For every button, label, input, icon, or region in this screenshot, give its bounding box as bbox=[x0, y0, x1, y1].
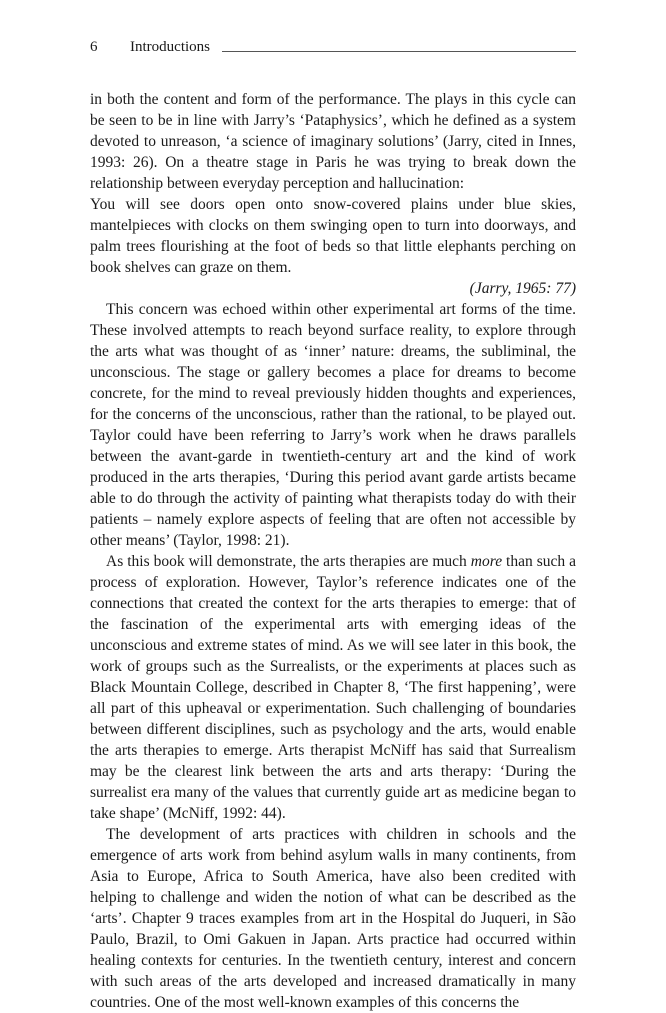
page-number: 6 bbox=[90, 39, 98, 55]
block-quote: You will see doors open onto snow-covered plains under blue skies, mantelpieces with clocks on them swinging open to turn into doorways, and palm trees flourishing at the foot of beds so that little elephants perching on book shelves can graze on them. bbox=[90, 196, 576, 276]
paragraph-4: The development of arts practices with children in schools and the emergence of arts work from behind asylum walls in many continents, from Asia to Europe, Africa to South America, have also been credited with helping to challenge and widen the notion of what can be described as the ‘arts’. Chapter 9 traces examples from art in the Hospital do Juqueri, in São Paulo, Brazil, to Omi Gakuen in Japan. Arts practice had occurred within healing contexts for centuries. In the twentieth century, interest and concern with such areas of the arts developed and increased dramatically in many countries. One of the most well-known examples of this concerns the bbox=[90, 826, 576, 1011]
paragraph-3 bbox=[90, 551, 576, 824]
paragraph-1: in both the content and form of the performance. The plays in this cycle can be seen to be in line with Jarry’s ‘Pataphysics’, which he defined as a system devoted to unreason, ‘a science of imaginary solutions’ (Jarry, cited in Innes, 1993: 26). On a theatre stage in Paris he was trying to break down the relationship between everyday perception and hallucination: bbox=[90, 91, 576, 192]
paragraph-3-rest: than such a process of exploration. However, Taylor’s reference indicates one of the connections that created the context for the arts therapies to emerge: that of the fascination of the experimental arts with emerging ideas of the unconscious and extreme states of mind. As we will see later in this book, the work of groups such as the Surrealists, or the experiments at places such as Black Mountain College, described in Chapter 8, ‘The first happening’, were all part of this upheaval or experimentation. Such challenging of boundaries between different disciplines, such as psychology and the arts, would enable the arts therapies to emerge. Arts therapist McNiff has said that Surrealism may be the clearest link between the arts and arts therapy: ‘During the surrealist era many of the values that currently guide art as medicine began to take shape’ (McNiff, 1992: 44). bbox=[90, 553, 576, 822]
header-rule bbox=[222, 51, 576, 52]
running-head bbox=[90, 34, 576, 56]
paragraph-2: This concern was echoed within other experimental art forms of the time. These involved attempts to reach beyond surface reality, to explore through the arts what was thought of as ‘inner’ nature: dreams, the subliminal, the unconscious. The stage or gallery becomes a place for dreams to become concrete, for the mind to reveal previously hidden thoughts and experiences, for the concerns of the unconscious, rather than the rational, to be played out. Taylor could have been referring to Jarry’s work when he draws parallels between the avant-garde in twentieth-century art and the kind of work produced in the arts therapies, ‘During this period avant garde artists became able to do through the activity of painting what therapists today do with their patients – namely explore aspects of feeling that are often not accessible by other means’ (Taylor, 1998: 21). bbox=[90, 301, 576, 549]
emphasis-more: more bbox=[470, 553, 503, 570]
body-text bbox=[90, 89, 576, 1013]
book-page bbox=[90, 34, 576, 1013]
paragraph-3-start: As this book will demonstrate, the arts therapies are much bbox=[106, 553, 471, 570]
running-title: Introductions bbox=[130, 39, 210, 55]
quote-citation: (Jarry, 1965: 77) bbox=[469, 280, 576, 297]
